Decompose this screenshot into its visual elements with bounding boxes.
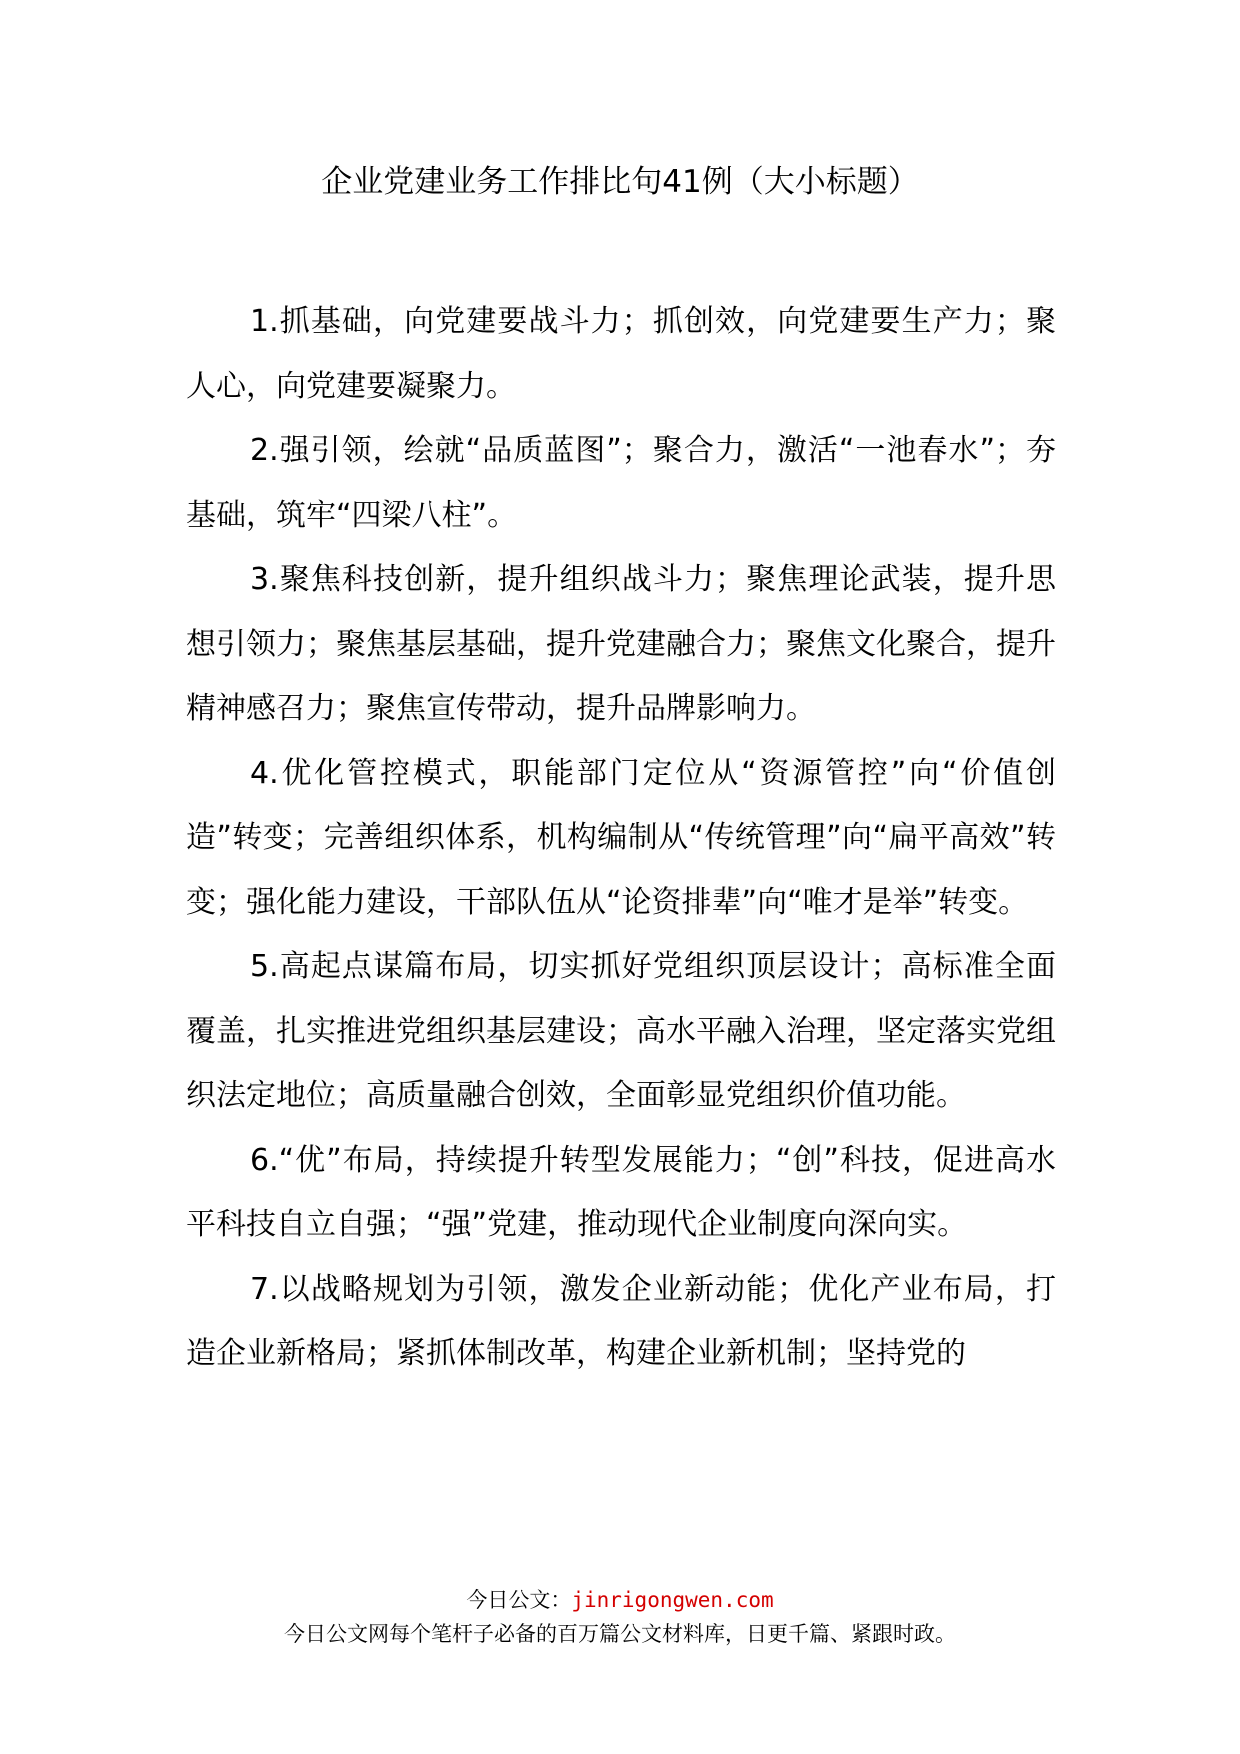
footer-tagline: 今日公文网每个笔杆子必备的百万篇公文材料库，日更千篇、紧跟时政。 [284,1622,956,1646]
footer-source [120,1586,1120,1614]
document-body [186,290,1056,1387]
paragraph-2: 2.强引领，绘就“品质蓝图”；聚合力，激活“一池春水”；夯基础，筑牢“四梁八柱”。 [186,433,1056,533]
footer-label: 今日公文： [466,1588,572,1612]
document-title: 企业党建业务工作排比句41例（大小标题） [321,164,919,200]
paragraph-1: 1.抓基础，向党建要战斗力；抓创效，向党建要生产力；聚人心，向党建要凝聚力。 [186,304,1056,404]
paragraph-6: 6.“优”布局，持续提升转型发展能力；“创”科技，促进高水平科技自立自强；“强”党建，推动现代企业制度向深向实。 [186,1142,1056,1242]
paragraph-7: 7.以战略规划为引领，激发企业新动能；优化产业布局，打造企业新格局；紧抓体制改革，构建企业新机制；坚持党的 [186,1271,1056,1371]
paragraph-3: 3.聚焦科技创新，提升组织战斗力；聚焦理论武装，提升思想引领力；聚焦基层基础，提升党建融合力；聚焦文化聚合，提升精神感召力；聚焦宣传带动，提升品牌影响力。 [186,562,1056,726]
paragraph-4: 4.优化管控模式，职能部门定位从“资源管控”向“价值创造”转变；完善组织体系，机构编制从“传统管理”向“扁平高效”转变；强化能力建设，干部队伍从“论资排辈”向“唯才是举”转变。 [186,755,1056,920]
footer-url-link[interactable]: jinrigongwen.com [571,1588,774,1612]
paragraph-5: 5.高起点谋篇布局，切实抓好党组织顶层设计；高标准全面覆盖，扎实推进党组织基层建设；高水平融入治理，坚定落实党组织法定地位；高质量融合创效，全面彰显党组织价值功能。 [186,949,1056,1113]
